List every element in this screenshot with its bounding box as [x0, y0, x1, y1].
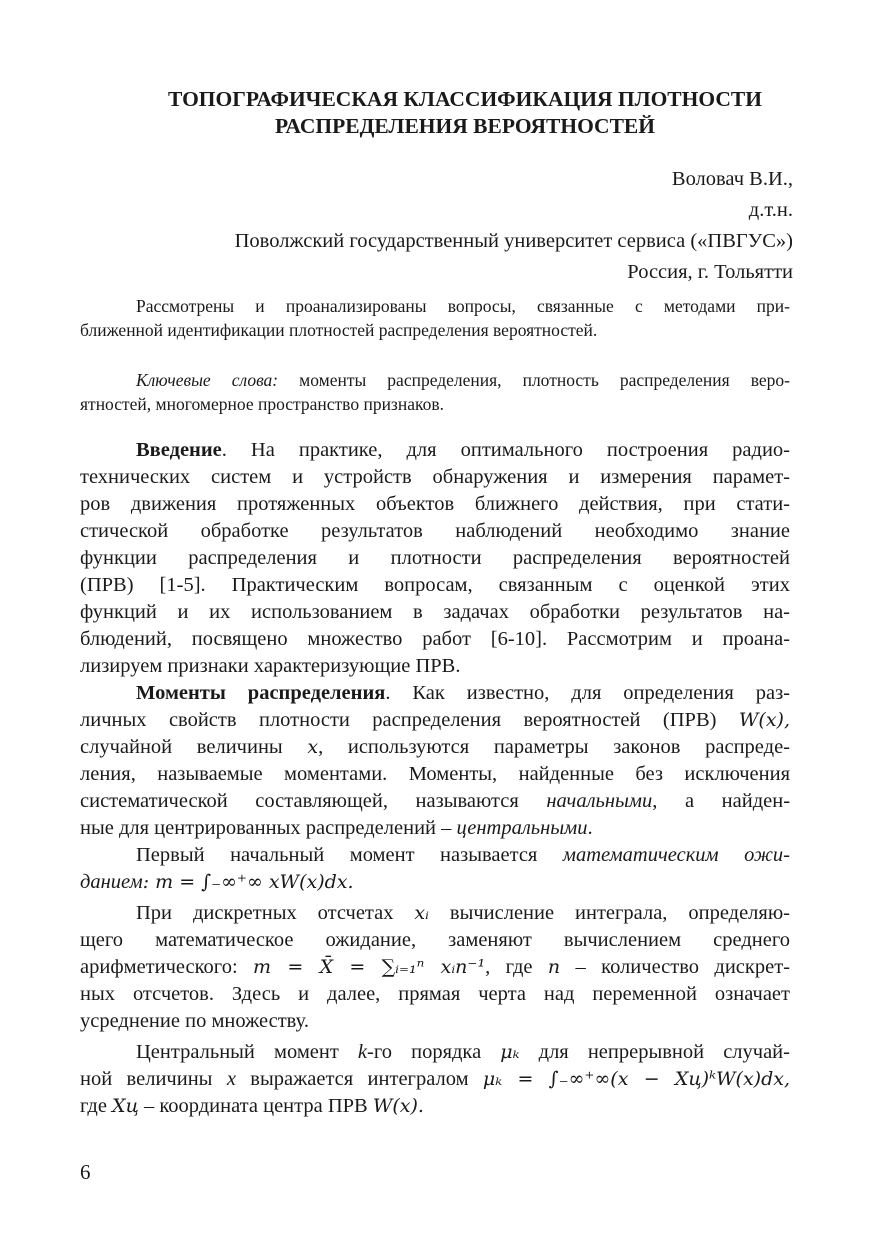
body-line: функций и их использованием в задачах обработки результатов на-	[80, 601, 790, 623]
formula-x-center: Xц	[112, 1095, 139, 1117]
keywords-text: моменты распределения, плотность распределения веро-	[278, 370, 790, 390]
term-k: k	[357, 1041, 368, 1063]
body-text-span: вычисление интеграла, определяю-	[428, 902, 790, 924]
body-line	[80, 1066, 790, 1093]
author-name: Воловач В.И.,	[671, 168, 793, 190]
body-line: стической обработке результатов наблюдений необходимо знание	[80, 520, 790, 542]
intro-paragraph	[80, 437, 790, 680]
body-text-span: Центральный момент	[136, 1041, 358, 1063]
body-text-span: . На практике, для оптимального построения радио-	[221, 439, 790, 461]
body-text-span: – координата центра ПРВ	[138, 1095, 373, 1117]
body-line	[80, 437, 790, 464]
body-line: функции распределения и плотности распределения вероятностей	[80, 547, 790, 569]
body-text-span: При дискретных отсчетах	[136, 902, 415, 924]
body-line	[80, 734, 790, 761]
body-line: щего математическое ожидание, заменяют вычислением среднего	[80, 929, 790, 951]
body-text-span: , а найден-	[652, 790, 791, 812]
body-line	[80, 815, 790, 842]
formula-w-x: W(x).	[372, 1095, 424, 1117]
abstract	[80, 294, 790, 342]
body-text-span: -го порядка	[367, 1041, 501, 1063]
body-line	[80, 1039, 790, 1066]
body-text-span: Первый начальный момент называется	[136, 844, 538, 866]
body-text-span: систематической составляющей, называются	[80, 790, 519, 812]
formula-central-moment: μₖ = ∫₋∞⁺∞(x − Xц)ᵏW(x)dx,	[482, 1068, 791, 1090]
body-text-span: , где	[485, 956, 548, 978]
body-line: блюдений, посвящено множество работ [6-10]. Рассмотрим и проана-	[80, 628, 790, 650]
term-x: x	[226, 1068, 236, 1090]
body-line: (ПРВ) [1-5]. Практическим вопросам, связанным с оценкой этих	[80, 574, 790, 596]
body-line: усреднение по множеству.	[80, 1010, 309, 1032]
central-paragraph	[80, 1039, 790, 1120]
formula-w-x: W(x),	[738, 709, 790, 731]
page-number: 6	[80, 1160, 91, 1184]
body-line	[80, 707, 790, 734]
body-text-span: ной величины	[80, 1068, 227, 1090]
body-line: ления, называемые моментами. Моменты, найденные без исключения	[80, 763, 790, 785]
body-text	[80, 437, 790, 1120]
body-line: ных отсчетов. Здесь и далее, прямая черта над переменной означает	[80, 983, 790, 1005]
body-text-span: выражается интегралом	[235, 1068, 483, 1090]
body-line	[80, 900, 790, 927]
term-expectation-end: данием	[80, 871, 143, 893]
formula-xi: xᵢ	[414, 902, 429, 924]
body-text-span: арифметического:	[80, 956, 254, 978]
formula-n: n	[547, 956, 561, 978]
discrete-paragraph	[80, 900, 790, 1035]
formula-mean: m = X̄ = ∑ᵢ₌₁ⁿ xᵢn⁻¹	[253, 956, 486, 978]
body-text-span: ные для центрированных распределений –	[80, 817, 457, 839]
term-initial: начальными	[546, 790, 653, 812]
body-text-span: случайной величины	[80, 736, 308, 758]
formula-expectation: : m = ∫₋∞⁺∞ xW(x)dx.	[142, 871, 354, 893]
body-line	[80, 869, 790, 896]
paper-title	[80, 86, 850, 140]
body-text-span: где	[80, 1095, 113, 1117]
moments-paragraph	[80, 680, 790, 842]
author-degree: д.т.н.	[748, 199, 793, 221]
body-line: ров движения протяженных объектов ближнего действия, при стати-	[80, 493, 790, 515]
moments-heading: Моменты распределения	[136, 682, 386, 704]
keywords-line	[80, 368, 790, 392]
formula-x: x	[307, 736, 319, 758]
body-line	[80, 788, 790, 815]
body-line: технических систем и устройств обнаружения и измерения парамет-	[80, 466, 790, 488]
author-block	[93, 164, 793, 288]
term-central: центральными	[456, 817, 588, 839]
keywords-line: ятностей, многомерное пространство признаков.	[80, 394, 444, 414]
keywords-label: Ключевые слова:	[136, 370, 279, 390]
author-location: Россия, г. Тольятти	[627, 261, 793, 283]
formula-mu-k: μₖ	[500, 1041, 520, 1063]
body-line	[80, 842, 790, 869]
intro-heading: Введение	[136, 439, 222, 461]
body-text-span: для непрерывной случай-	[519, 1041, 790, 1063]
body-line	[80, 954, 790, 981]
abstract-line: Рассмотрены и проанализированы вопросы, связанные с методами при-	[136, 296, 790, 316]
body-line	[80, 680, 790, 707]
body-line: лизируем признаки характеризующие ПРВ.	[80, 655, 461, 677]
title-line-1: ТОПОГРАФИЧЕСКАЯ КЛАССИФИКАЦИЯ ПЛОТНОСТИ	[168, 87, 762, 111]
body-text-span: . Как известно, для определения раз-	[385, 682, 790, 704]
body-text-span: личных свойств плотности распределения вероятностей (ПРВ)	[80, 709, 739, 731]
author-affiliation: Поволжский государственный университет сервиса («ПВГУС»)	[234, 230, 793, 252]
body-text-span: – количество дискрет-	[560, 956, 791, 978]
title-line-2: РАСПРЕДЕЛЕНИЯ ВЕРОЯТНОСТЕЙ	[275, 114, 655, 138]
body-text-span: , используются параметры законов распреде-	[318, 736, 790, 758]
first-moment-paragraph	[80, 842, 790, 896]
keywords	[80, 368, 790, 416]
body-text-span: .	[587, 817, 593, 839]
term-expectation: математическим ожи-	[562, 844, 791, 866]
body-line	[80, 1093, 790, 1120]
abstract-line: ближенной идентификации плотностей распределения вероятностей.	[80, 320, 598, 340]
